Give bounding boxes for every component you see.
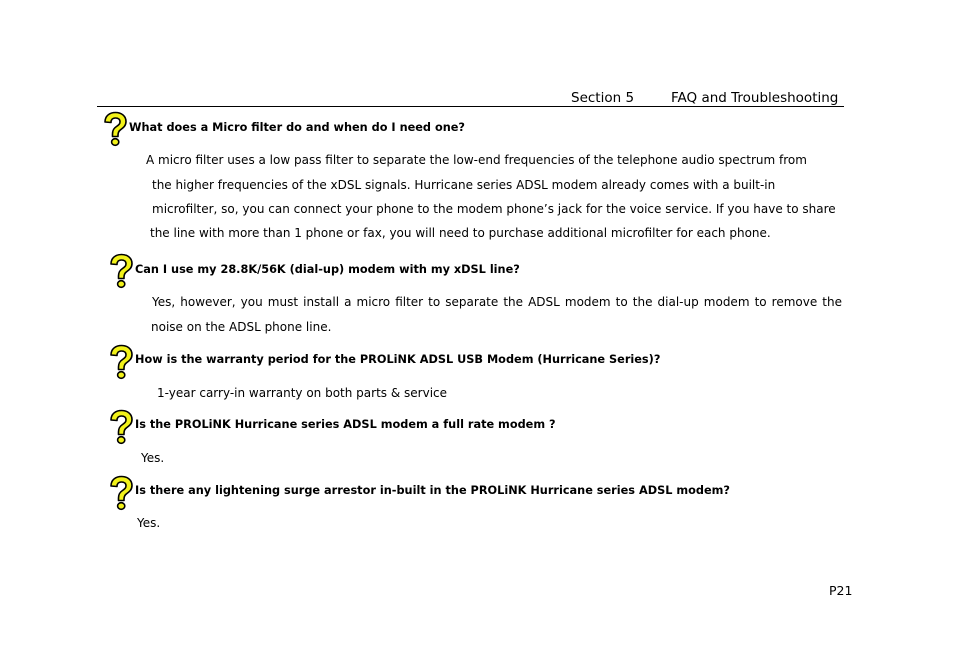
header-rule [97,106,844,107]
faq-question-2: Can I use my 28.8K/56K (dial-up) modem with my xDSL line? [135,263,520,276]
question-mark-icon [108,253,134,289]
faq-question-3: How is the warranty period for the PROLiNK ADSL USB Modem (Hurricane Series)? [135,353,661,366]
faq-answer-2-line-2: noise on the ADSL phone line. [151,320,332,334]
faq-answer-2-line-1: Yes, however, you must install a micro filter to separate the ADSL modem to the dial-up modem to remove the [152,295,842,309]
question-mark-icon [108,409,134,445]
faq-answer-5: Yes. [137,516,161,530]
question-mark-icon [108,475,134,511]
faq-answer-4: Yes. [141,451,165,465]
faq-answer-3: 1-year carry-in warranty on both parts & service [157,386,448,400]
section-label: Section 5 [571,90,635,106]
question-mark-icon [102,111,128,147]
faq-question-1: What does a Micro filter do and when do I need one? [129,121,465,134]
faq-question-4: Is the PROLiNK Hurricane series ADSL modem a full rate modem ? [135,418,556,431]
faq-answer-1-line-2: the higher frequencies of the xDSL signals. Hurricane series ADSL modem already comes with a built-in [152,178,776,192]
faq-answer-1-line-4: the line with more than 1 phone or fax, you will need to purchase additional microfilter for each phone. [150,226,771,240]
faq-answer-1-line-1: A micro filter uses a low pass filter to separate the low-end frequencies of the telephone audio spectrum from [146,153,807,167]
section-title: FAQ and Troubleshooting [671,90,839,106]
faq-answer-1-line-3: microfilter, so, you can connect your phone to the modem phone’s jack for the voice service. If you have to share [152,202,836,216]
faq-question-5: Is there any lightening surge arrestor in-built in the PROLiNK Hurricane series ADSL modem? [135,484,730,497]
page-number: P21 [829,583,853,598]
question-mark-icon [108,344,134,380]
